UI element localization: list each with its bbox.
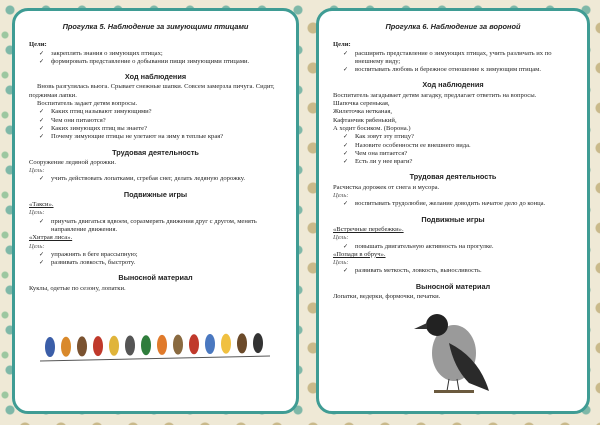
goal-label: Цель: — [333, 259, 349, 267]
list-item: ✓ воспитывать трудолюбие, желание доводить начатое дело до конца. — [343, 200, 573, 208]
list-item: ✓ Есть ли у нее враги? — [343, 158, 573, 166]
list-item: ✓ Назовите особенности ее внешнего вида. — [343, 142, 573, 150]
game-goals — [333, 243, 573, 251]
paragraph: Куклы, одетые по сезону, лопатки. — [29, 284, 126, 292]
bird-icon — [221, 334, 231, 354]
list-item: ✓ Каких зимующих птиц вы знаете? — [39, 125, 282, 133]
goals-list — [29, 50, 282, 67]
list-item: ✓ повышать двигательную активность на прогулке. — [343, 243, 573, 251]
goals-label: Цели: — [29, 41, 47, 49]
goal-label: Цель: — [29, 209, 45, 217]
list-item: ✓ учить действовать лопатками, сгребая снег, делать ледяную дорожку. — [39, 175, 282, 183]
game-title: «Такси». — [29, 201, 54, 209]
page-title: Прогулка 5. Наблюдение за зимующими птицами — [62, 22, 249, 31]
goals-label: Цели: — [333, 41, 351, 49]
paragraph: Воспитатель загадывает детям загадку, предлагает ответить на вопросы. — [333, 91, 537, 99]
game-goals — [29, 251, 282, 268]
bird-icon — [45, 337, 55, 357]
game-goals — [29, 218, 282, 235]
goal-label: Цель: — [333, 192, 349, 200]
paragraph: Лопатки, ведерки, формочки, печатки. — [333, 293, 441, 301]
riddle-line: Жилеточка нетканая, — [333, 108, 393, 116]
list-item: ✓ Чем она питается? — [343, 150, 573, 158]
crow-illustration — [409, 303, 499, 398]
list-item: ✓ развивать ловкость, быстроту. — [39, 259, 282, 267]
section-heading: Ход наблюдения — [124, 72, 187, 82]
bird-icon — [205, 334, 215, 354]
list-item: ✓ расширять представление о зимующих птицах, учить различать их по внешнему виду; — [343, 50, 573, 67]
bird-icon — [253, 333, 263, 353]
section-heading: Подвижные игры — [421, 214, 485, 224]
bird-icon — [189, 334, 199, 354]
list-item: ✓ формировать представление о добывании пищи зимующими птицами. — [39, 58, 282, 66]
game-title: «Хитрая лиса». — [29, 234, 73, 242]
paragraph: Воспитатель задает детям вопросы. — [37, 100, 138, 108]
section-heading: Трудовая деятельность — [409, 172, 497, 182]
list-item: ✓ Почему зимующие птицы не улетают на зиму в теплые края? — [39, 133, 282, 141]
section-heading: Выносной материал — [118, 273, 193, 283]
bird-icon — [173, 335, 183, 355]
questions-list — [29, 108, 282, 141]
section-heading: Ход наблюдения — [422, 80, 484, 90]
goal-label: Цель: — [29, 167, 45, 175]
bird-icon — [157, 335, 167, 355]
paragraph: Вновь разгулялась вьюга. Срывает снежные шапки. Совсем замерзла пичуга. Сидит, поджимая лапки. — [29, 83, 275, 99]
right-page-card — [316, 8, 590, 414]
goals-list — [333, 50, 573, 75]
bird-icon — [109, 336, 119, 356]
questions-list — [333, 133, 573, 166]
goal-label: Цель: — [29, 242, 45, 250]
list-item: ✓ Как зовут эту птицу? — [343, 133, 573, 141]
work-goals — [29, 175, 282, 183]
section-heading: Подвижные игры — [123, 189, 188, 199]
section-heading: Трудовая деятельность — [112, 147, 199, 157]
page-title: Прогулка 6. Наблюдение за вороной — [385, 22, 521, 31]
bird-icon — [237, 333, 247, 353]
bird-icon — [125, 336, 135, 356]
list-item: ✓ воспитывать любовь и бережное отношение к зимующим птицам. — [343, 66, 573, 74]
riddle-line: Шапочка серенькая, — [333, 100, 390, 108]
goal-label: Цель: — [333, 234, 349, 242]
list-item: ✓ Каких птиц называют зимующими? — [39, 108, 282, 116]
paragraph: Расчистка дорожек от снега и мусора. — [333, 183, 440, 191]
work-goals — [333, 200, 573, 208]
game-title: «Попади в обруч». — [333, 250, 386, 258]
section-heading: Выносной материал — [415, 281, 491, 291]
riddle-line: А ходит босиком. (Ворона.) — [333, 124, 411, 132]
bird-icon — [77, 336, 87, 356]
game-goals — [333, 267, 573, 275]
bird-icon — [141, 335, 151, 355]
birds-illustration — [35, 311, 275, 381]
bird-icon — [93, 336, 103, 356]
list-item: ✓ развивать меткость, ловкость, выносливость. — [343, 267, 573, 275]
bird-icon — [61, 337, 71, 357]
game-title: «Встречные перебежки». — [333, 225, 404, 233]
list-item: ✓ Чем они питаются? — [39, 117, 282, 125]
list-item: ✓ упражнять в беге врассыпную; — [39, 251, 282, 259]
paragraph: Сооружение ледяной дорожки. — [29, 158, 116, 166]
left-page-card — [12, 8, 299, 414]
list-item: ✓ приучать двигаться вдвоем, соразмерять движения друг с другом, менять направление движения. — [39, 218, 282, 235]
list-item: ✓ закреплять знания о зимующих птицах; — [39, 50, 282, 58]
riddle-line: Кафтанчик рябенький, — [333, 116, 397, 124]
